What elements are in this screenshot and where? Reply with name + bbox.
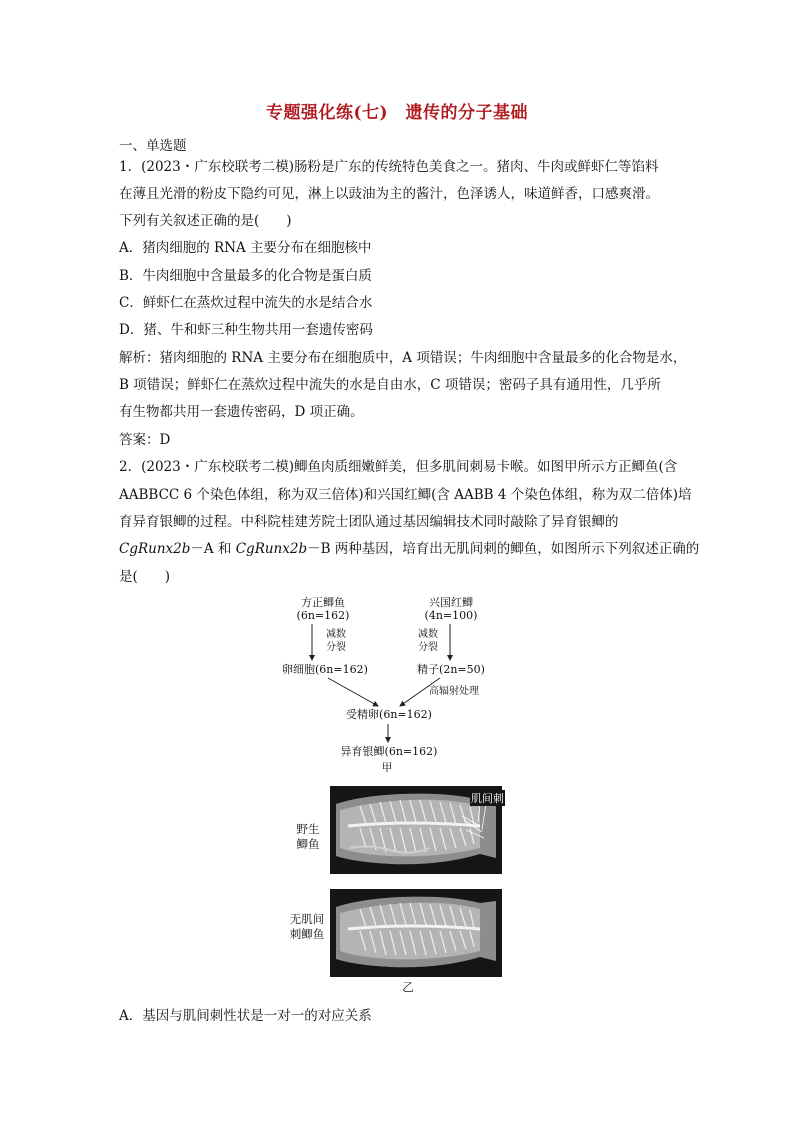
q2-stem-line-5: 是( )	[119, 569, 171, 585]
parent-xingguo-name: 兴国红鲫	[429, 596, 473, 609]
figure-jia	[280, 592, 520, 782]
gene-suffix-2: －B 两种基因，培育出无肌间刺的鲫鱼，如图所示下列叙述正确的	[307, 541, 700, 557]
result-fish: 异育银鲫(6n=162)	[340, 745, 438, 758]
flow-arrows	[280, 592, 520, 782]
egg-cell: 卵细胞(6n=162)	[282, 663, 368, 676]
gene-suffix-1: －A 和	[190, 541, 236, 557]
q2-stem-line-1: 2．(2023・广东校联考二模)鲫鱼肉质细嫩鲜美，但多肌间刺易卡喉。如图甲所示方正鲫鱼(含	[119, 459, 678, 475]
gene-name-1: CgRunx2b	[119, 541, 191, 557]
meiosis-left-2: 分裂	[326, 642, 346, 653]
intermuscular-bone-callout: 肌间刺	[471, 792, 504, 805]
boneless-fish-label	[286, 912, 328, 942]
q1-answer: 答案：D	[119, 432, 171, 448]
wild-fish-label	[290, 822, 326, 852]
q1-option-d: D．猪、牛和虾三种生物共用一套遗传密码	[119, 322, 373, 338]
q1-option-a: A．猪肉细胞的 RNA 主要分布在细胞核中	[119, 240, 372, 256]
q1-stem-line-3: 下列有关叙述正确的是( )	[119, 213, 292, 229]
meiosis-right-2: 分裂	[418, 642, 438, 653]
gene-name-2: CgRunx2b	[235, 541, 308, 557]
boneless-fish-label-1: 无肌间	[289, 912, 325, 926]
q2-stem-line-4	[119, 539, 699, 559]
q1-option-b: B．牛肉细胞中含量最多的化合物是蛋白质	[119, 268, 372, 284]
radiation-label: 高辐射处理	[429, 686, 479, 697]
meiosis-left-1: 减数	[326, 629, 346, 640]
boneless-fish-label-2: 刺鲫鱼	[289, 927, 325, 941]
wild-fish-label-2: 鲫鱼	[296, 837, 320, 851]
page-title: 专题强化练(七) 遗传的分子基础	[265, 103, 529, 123]
parent-xingguo-ploidy: (4n=100)	[424, 609, 478, 622]
xray-boneless-fish	[330, 889, 502, 977]
meiosis-right-1: 减数	[418, 629, 438, 640]
section-heading: 一、单选题	[119, 138, 187, 154]
q1-option-c: C．鲜虾仁在蒸炊过程中流失的水是结合水	[119, 295, 373, 311]
sperm-cell: 精子(2n=50)	[417, 663, 485, 676]
parent-fangzheng-ploidy: (6n=162)	[296, 609, 350, 622]
q2-stem-line-2: AABBCC 6 个染色体组，称为双三倍体)和兴国红鲫(含 AABB 4 个染色体组，称为双二倍体)培	[119, 487, 692, 503]
q1-analysis-line-1: 解析：猪肉细胞的 RNA 主要分布在细胞质中，A 项错误；牛肉细胞中含量最多的化合物是水，	[119, 350, 687, 366]
parent-fangzheng-name: 方正鲫鱼	[301, 596, 345, 609]
q2-option-a: A．基因与肌间刺性状是一对一的对应关系	[119, 1008, 372, 1024]
figure-jia-caption: 甲	[381, 761, 393, 774]
arrow-egg-to-zygote	[328, 678, 378, 706]
q2-stem-line-3: 育异育银鲫的过程。中科院桂建芳院士团队通过基因编辑技术同时敲除了异育银鲫的	[119, 514, 619, 530]
q1-analysis-line-3: 有生物都共用一套遗传密码，D 项正确。	[119, 404, 364, 420]
q1-stem-line-1: 1．(2023・广东校联考二模)肠粉是广东的传统特色美食之一。猪肉、牛肉或鲜虾仁等馅料	[119, 159, 659, 175]
q1-stem-line-2: 在薄且光滑的粉皮下隐约可见，淋上以豉油为主的酱汁，色泽诱人，味道鲜香，口感爽滑。	[119, 186, 659, 202]
zygote: 受精卵(6n=162)	[346, 708, 432, 721]
figure-yi-caption: 乙	[402, 980, 414, 994]
q1-analysis-line-2: B 项错误；鲜虾仁在蒸炊过程中流失的水是自由水，C 项错误；密码子具有通用性，几乎所	[119, 377, 661, 393]
arrow-sperm-to-zygote	[400, 678, 440, 706]
wild-fish-label-1: 野生	[296, 822, 320, 836]
